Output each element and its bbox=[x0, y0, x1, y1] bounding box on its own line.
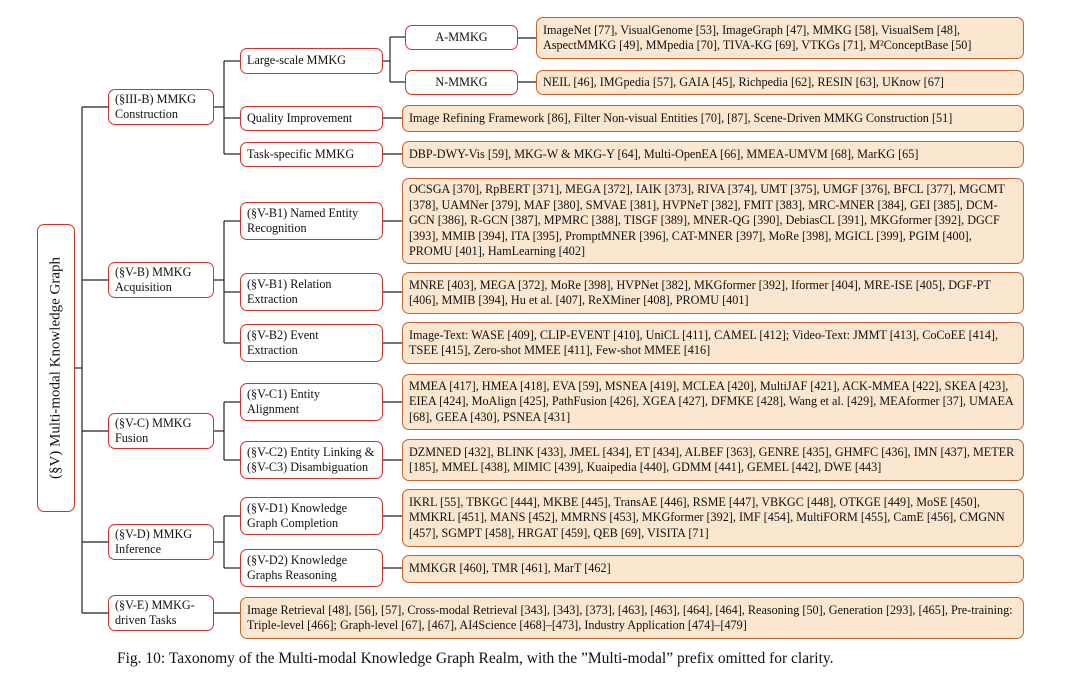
node-event-line2: Extraction bbox=[247, 343, 298, 357]
node-relation-line1: (§V-B1) Relation bbox=[247, 276, 332, 291]
leaf-relation-extraction bbox=[402, 272, 1024, 314]
node-fusion bbox=[108, 413, 214, 449]
leaf-ner-text: OCSGA [370], RpBERT [371], MEGA [372], IAIK [373], RIVA [374], UMT [375], UMGF [376], BFCL [377], MGCMT [378], UAMNer [379], MAF [380], SMVAE [381], HVPNeT [382], FMIT [383], MRC-MNER [384], GEI [385], DCM-GCN [386], R-GCN [387], MPMRC [388], TISGF [389], MNER-QG [390], DebiasCL [391], MKGformer [392], DGCF [393], MMIB [394], ITA [395], PromptMNER [396], CAT-MNER [397], MoRe [398], MGICL [399], PGIM [400], PROMU [401], HamLearning [402] bbox=[409, 182, 1005, 259]
node-construction bbox=[108, 89, 214, 125]
node-kgc-line2: Graph Completion bbox=[247, 516, 339, 530]
leaf-task-specific-text: DBP-DWY-Vis [59], MKG-W & MKG-Y [64], Multi-OpenEA [66], MMEA-UMVM [68], MarKG [65] bbox=[409, 146, 919, 161]
leaf-quality-improvement bbox=[402, 105, 1024, 132]
node-quality-label: Quality Improvement bbox=[247, 110, 353, 125]
leaf-entity-alignment bbox=[402, 374, 1024, 430]
node-a-mmkg bbox=[405, 25, 518, 50]
node-fusion-line1: (§V-C) MMKG bbox=[115, 415, 192, 430]
leaf-graph-completion bbox=[402, 489, 1024, 547]
leaf-n-mmkg bbox=[536, 70, 1024, 95]
node-kgc-line1: (§V-D1) Knowledge bbox=[247, 500, 348, 515]
node-entity-alignment bbox=[240, 383, 383, 421]
leaf-event-extraction bbox=[402, 322, 1024, 364]
node-driven-tasks-line2: driven Tasks bbox=[115, 613, 177, 627]
leaf-entity-linking bbox=[402, 439, 1024, 481]
node-acquisition bbox=[108, 262, 214, 298]
leaf-kgc-text: IKRL [55], TBKGC [444], MKBE [445], TransAE [446], RSME [447], VBKGC [448], OTKGE [449], MoSE [450], MMKRL [451], MANS [452], MMRNS [453], MKGformer [392], IMF [454], MultiFORM [455], CamE [456], CMGNN [457], SGMPT [458], HRGAT [459], QEB [69], VISITA [71] bbox=[409, 494, 1005, 540]
leaf-named-entity-recognition bbox=[402, 178, 1024, 264]
figure-caption: Fig. 10: Taxonomy of the Multi-modal Knowledge Graph Realm, with the ”Multi-modal” prefix omitted for clarity. bbox=[117, 650, 834, 667]
node-quality-improvement bbox=[240, 106, 383, 131]
leaf-alignment-text: MMEA [417], HMEA [418], EVA [59], MSNEA [419], MCLEA [420], MultiJAF [421], ACK-MMEA [422], SKEA [423], EIEA [424], MoAlign [425], PathFusion [426], XGEA [427], DFMKE [428], Wang et al. [429], MEAformer [37], UMAEA [68], GEEA [430], PSNEA [431] bbox=[409, 378, 1014, 424]
node-driven-tasks bbox=[108, 595, 214, 631]
root-node bbox=[37, 224, 75, 512]
node-driven-tasks-line1: (§V-E) MMKG- bbox=[115, 597, 195, 612]
node-relation-line2: Extraction bbox=[247, 292, 298, 306]
node-n-mmkg bbox=[405, 70, 518, 95]
node-named-entity-recognition bbox=[240, 202, 383, 240]
node-alignment-line1: (§V-C1) Entity bbox=[247, 386, 321, 401]
leaf-driven-tasks bbox=[240, 597, 1024, 639]
node-construction-line2: Construction bbox=[115, 107, 178, 121]
node-large-scale-label: Large-scale MMKG bbox=[247, 53, 346, 68]
root-label: (§V) Multi-modal Knowledge Graph bbox=[47, 256, 64, 480]
node-ner-line1: (§V-B1) Named Entity bbox=[247, 205, 359, 220]
leaf-event-text: Image-Text: WASE [409], CLIP-EVENT [410], UniCL [411], CAMEL [412]; Video-Text: JMMT [413], CoCoEE [414], TSEE [415], Zero-shot MMEE [411], Few-shot MMEE [416] bbox=[409, 327, 999, 357]
leaf-relation-text: MNRE [403], MEGA [372], MoRe [398], HVPNet [382], MKGformer [392], Iformer [404], MRE-ISE [405], DGF-PT [406], MMIB [394], Hu et al. [407], ReXMiner [408], PROMU [401] bbox=[409, 277, 991, 307]
node-event-extraction bbox=[240, 324, 383, 362]
node-linking-line1: (§V-C2) Entity Linking & bbox=[247, 444, 375, 459]
node-construction-line1: (§III-B) MMKG bbox=[115, 91, 196, 106]
node-graphs-reasoning bbox=[240, 549, 383, 587]
leaf-n-mmkg-text: NEIL [46], IMGpedia [57], GAIA [45], Richpedia [62], RESIN [63], UKnow [67] bbox=[543, 74, 944, 89]
node-graph-completion bbox=[240, 497, 383, 535]
leaf-graphs-reasoning bbox=[402, 555, 1024, 583]
node-acquisition-line1: (§V-B) MMKG bbox=[115, 264, 192, 279]
leaf-reasoning-text: MMKGR [460], TMR [461], MarT [462] bbox=[409, 561, 611, 576]
leaf-linking-text: DZMNED [432], BLINK [433], JMEL [434], ET [434], ALBEF [363], GENRE [435], GHMFC [436], IMN [437], METER [185], MMEL [438], MIMIC [439], Kuaipedia [440], GDMM [441], GEMEL [442], DWE [443] bbox=[409, 444, 1015, 474]
node-inference-line2: Inference bbox=[115, 542, 162, 556]
node-reasoning-line2: Graphs Reasoning bbox=[247, 568, 337, 582]
node-fusion-line2: Fusion bbox=[115, 431, 149, 445]
node-entity-linking bbox=[240, 441, 383, 479]
leaf-task-specific bbox=[402, 141, 1024, 168]
node-relation-extraction bbox=[240, 273, 383, 311]
node-task-specific-mmkg bbox=[240, 142, 383, 167]
node-large-scale-mmkg bbox=[240, 48, 383, 74]
node-ner-line2: Recognition bbox=[247, 221, 307, 235]
node-a-mmkg-label: A-MMKG bbox=[435, 29, 488, 44]
node-linking-line2: (§V-C3) Disambiguation bbox=[247, 460, 369, 474]
node-inference-line1: (§V-D) MMKG bbox=[115, 526, 193, 541]
node-n-mmkg-label: N-MMKG bbox=[435, 74, 488, 89]
node-acquisition-line2: Acquisition bbox=[115, 280, 172, 294]
leaf-a-mmkg-text: ImageNet [77], VisualGenome [53], ImageGraph [47], MMKG [58], VisualSem [48], AspectMMKG [49], MMpedia [70], TIVA-KG [69], VTKGs [71], M²ConceptBase [50] bbox=[543, 22, 972, 52]
node-inference bbox=[108, 524, 214, 560]
node-alignment-line2: Alignment bbox=[247, 402, 300, 416]
leaf-a-mmkg bbox=[536, 17, 1024, 59]
node-event-line1: (§V-B2) Event bbox=[247, 327, 319, 342]
leaf-quality-text: Image Refining Framework [86], Filter Non-visual Entities [70], [87], Scene-Driven MMKG Construction [51] bbox=[409, 110, 953, 125]
leaf-tasks-text: Image Retrieval [48], [56], [57], Cross-modal Retrieval [343], [343], [373], [463], [463], [464], [464], Reasoning [50], Generation [293], [465], Pre-training: Triple-level [466]; Graph-level [67], [467], AI4Science [468]–[473], Industry Application [474]–[479] bbox=[247, 602, 1013, 632]
node-reasoning-line1: (§V-D2) Knowledge bbox=[247, 552, 348, 567]
node-task-specific-label: Task-specific MMKG bbox=[247, 146, 355, 161]
